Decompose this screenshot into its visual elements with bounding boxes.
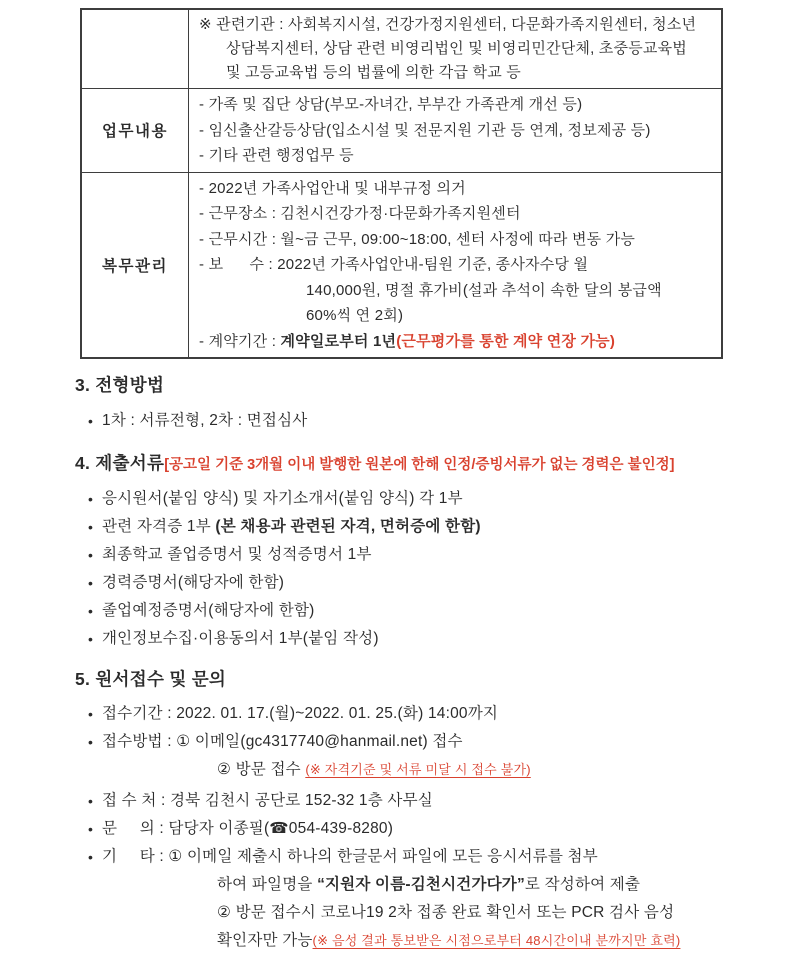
table-row-duties xyxy=(81,89,722,173)
table-row-related-orgs xyxy=(81,9,722,89)
row-content-related-orgs xyxy=(189,9,723,89)
item-text-bold: (본 채용과 관련된 자격, 면허증에 한함) xyxy=(215,518,481,535)
section-required-documents xyxy=(75,452,755,653)
item-text: 1차 : 서류전형, 2차 : 면접심사 xyxy=(102,412,308,429)
row-label-service: 복무관리 xyxy=(81,172,189,358)
cell-line: 상담복지센터, 상담 관련 비영리법인 및 비영리민간단체, 초중등교육법 xyxy=(226,40,687,57)
item-text: 접 수 처 : 경북 김천시 공단로 152-32 1층 사무실 xyxy=(102,792,433,809)
row-label-duties: 업무내용 xyxy=(81,89,189,173)
list-item-contact xyxy=(75,815,755,843)
list-item-etc xyxy=(75,843,755,871)
bullet-icon: • xyxy=(88,547,94,563)
list-item-etc-continued xyxy=(75,871,755,899)
bullet-icon: • xyxy=(88,603,94,619)
item-text: 응시원서(붙임 양식) 및 자기소개서(붙임 양식) 각 1부 xyxy=(102,490,463,507)
cell-line-contract xyxy=(199,329,715,355)
list-item-method xyxy=(75,728,755,756)
bullet-icon: • xyxy=(88,849,94,865)
list-item xyxy=(75,407,755,435)
list-item xyxy=(75,485,755,513)
contract-term: 계약일로부터 1년 xyxy=(280,332,397,350)
item-text: 접수방법 : ① 이메일(gc4317740@hanmail.net) 접수 xyxy=(102,733,463,750)
contract-prefix: - 계약기간 : xyxy=(199,332,281,350)
item-text: ② 방문 접수 xyxy=(217,761,306,778)
cell-line: - 가족 및 집단 상담(부모-자녀간, 부부간 가족관계 개선 등) xyxy=(199,96,583,113)
list-item xyxy=(75,513,755,541)
item-text-normal: 관련 자격증 1부 xyxy=(102,518,216,535)
filename-bold-text: “지원자 이름-김천시건가다가” xyxy=(317,876,525,893)
section-3-items xyxy=(75,407,755,435)
row-content-service xyxy=(189,172,723,358)
list-item-place xyxy=(75,787,755,815)
item-text: 접수기간 : 2022. 01. 17.(월)~2022. 01. 25.(화) 14:00까지 xyxy=(102,705,499,722)
bullet-icon: • xyxy=(88,706,94,722)
bullet-icon: • xyxy=(88,821,94,837)
item-text: 최종학교 졸업증명서 및 성적증명서 1부 xyxy=(102,546,372,563)
list-item xyxy=(75,569,755,597)
red-warning-note: (※ 음성 결과 통보받은 시점으로부터 48시간이내 분까지만 효력) xyxy=(312,933,681,948)
row-content-duties xyxy=(189,89,723,173)
red-warning-note: (※ 자격기준 및 서류 미달 시 접수 불가) xyxy=(305,762,531,777)
heading-red-note: [공고일 기준 3개월 이내 발행한 원본에 한해 인정/증빙서류가 없는 경력은 불인정] xyxy=(164,457,675,473)
item-text: 로 작성하여 제출 xyxy=(524,876,641,893)
item-text: 경력증명서(해당자에 한함) xyxy=(102,574,285,591)
item-text: 개인정보수집·이용동의서 1부(붙임 작성) xyxy=(102,630,379,647)
section-application-inquiry xyxy=(75,668,755,955)
list-item xyxy=(75,625,755,653)
item-text: 하여 파일명을 xyxy=(217,876,318,893)
list-item-period xyxy=(75,700,755,728)
cell-line: - 근무시간 : 월~금 근무, 09:00~18:00, 센터 사정에 따라 변동 가능 xyxy=(199,230,636,248)
item-text: 졸업예정증명서(해당자에 한함) xyxy=(102,602,315,619)
heading-text: 4. 제출서류 xyxy=(75,453,165,473)
item-text: 확인자만 가능 xyxy=(217,932,313,949)
cell-line: - 기타 관련 행정업무 등 xyxy=(199,147,354,164)
cell-line: 140,000원, 명절 휴가비(설과 추석이 속한 달의 봉급액 xyxy=(306,281,662,299)
cell-line: ※ 관련기관 : 사회복지시설, 건강가정지원센터, 다문화가족지원센터, 청소년 xyxy=(199,16,697,33)
section-4-items xyxy=(75,485,755,653)
bullet-icon: • xyxy=(88,793,94,809)
list-item-etc-continued xyxy=(75,927,755,955)
section-5-heading: 5. 원서접수 및 문의 xyxy=(75,669,227,689)
cell-line: 및 고등교육법 등의 법률에 의한 각급 학교 등 xyxy=(226,64,521,81)
bullet-icon: • xyxy=(88,491,94,507)
cell-line: - 보 수 : 2022년 가족사업안내-팀원 기준, 종사자수당 월 xyxy=(199,256,589,273)
item-text: ② 방문 접수시 코로나19 2차 접종 완료 확인서 또는 PCR 검사 음성 xyxy=(217,904,675,921)
cell-line: - 근무장소 : 김천시건강가정·다문화가족지원센터 xyxy=(199,205,521,222)
bullet-icon: • xyxy=(88,413,94,429)
cell-line: - 2022년 가족사업안내 및 내부규정 의거 xyxy=(199,179,466,197)
bullet-icon: • xyxy=(88,631,94,647)
cell-line: - 임신출산갈등상담(입소시설 및 전문지원 기관 등 연계, 정보제공 등) xyxy=(199,121,651,139)
section-selection-method xyxy=(75,374,755,435)
item-text: 기 타 : ① 이메일 제출시 하나의 한글문서 파일에 모든 응시서류를 첨부 xyxy=(102,848,598,865)
section-4-heading xyxy=(75,452,755,476)
contract-extension-note: (근무평가를 통한 계약 연장 가능) xyxy=(396,332,616,350)
list-item xyxy=(75,541,755,569)
item-text xyxy=(102,513,481,541)
row-label-empty xyxy=(81,9,189,89)
item-text: 문 의 : 담당자 이종필(☎054-439-8280) xyxy=(102,820,394,837)
table-row-service xyxy=(81,172,722,358)
cell-line: 60%씩 연 2회) xyxy=(306,307,404,324)
list-item xyxy=(75,597,755,625)
list-item-method-continued xyxy=(75,756,755,784)
bullet-icon: • xyxy=(88,734,94,750)
section-3-heading: 3. 전형방법 xyxy=(75,375,165,395)
bullet-icon: • xyxy=(88,575,94,591)
section-5-items xyxy=(75,700,755,955)
notice-table xyxy=(80,8,723,359)
list-item-etc-continued xyxy=(75,899,755,927)
bullet-icon: • xyxy=(88,519,94,535)
